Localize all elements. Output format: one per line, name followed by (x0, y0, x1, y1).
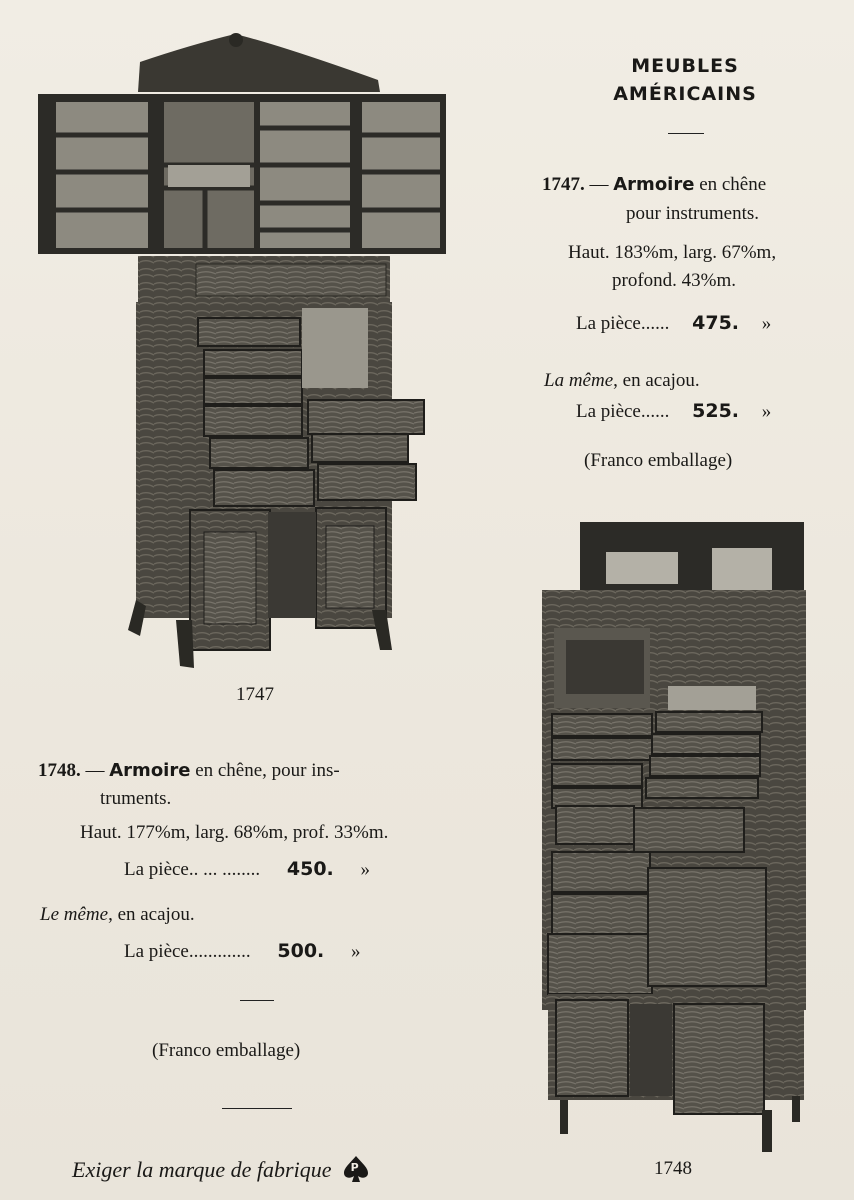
item-1748-variant-suffix: » (351, 941, 361, 962)
item-1748-dims: Haut. 177%m, larg. 68%m, prof. 33%m. (80, 822, 389, 843)
item-1747-variant-price: 525. (692, 400, 740, 422)
item-1748-variant-name: Le même (40, 904, 109, 925)
item-1747-dims-2: profond. 43%m. (612, 270, 737, 291)
item-1747-dash: — (589, 174, 609, 195)
heading-line-2: AMÉRICAINS (613, 83, 757, 105)
item-1747-variant-price-line (576, 400, 771, 423)
item-1748-variant-price-label: La pièce............. (124, 941, 251, 962)
item-1748-price-suffix: » (360, 859, 371, 880)
item-1747-price-line (576, 312, 771, 335)
item-1747-variant-line (544, 370, 700, 392)
item-1748-price-line (124, 858, 370, 881)
page-heading (580, 52, 790, 108)
item-1748-variant-price-line (124, 940, 361, 963)
trademark-line (72, 1155, 369, 1183)
item-1747-desc-line-2: pour instruments. (626, 203, 759, 224)
item-1747-variant-desc: , en acajou. (613, 370, 700, 391)
spade-logo-letter: P (350, 1161, 359, 1174)
item-1747-number: 1747. (542, 174, 585, 195)
item-1747-price-label: La pièce...... (576, 313, 670, 334)
item-1748-title-line (38, 760, 340, 782)
item-1747-variant-price-label: La pièce...... (576, 401, 670, 422)
item-1748-desc-1: en chêne, pour ins- (190, 760, 340, 781)
heading-rule (668, 133, 704, 134)
heading-line-1: MEUBLES (631, 55, 739, 77)
item-1747-dims-1: Haut. 183%m, larg. 67%m, (568, 242, 777, 263)
item-1748-dash: — (85, 760, 105, 781)
item-1747-price: 475. (692, 312, 740, 334)
item-1747-variant-suffix: » (761, 401, 772, 422)
item-1748-caption: 1748 (654, 1158, 692, 1179)
item-1747-desc-1: en chêne (694, 174, 767, 195)
item-1748-price: 450. (286, 858, 334, 880)
item-1747-franco: (Franco emballage) (584, 450, 733, 471)
item-1748-franco: (Franco emballage) (152, 1040, 301, 1061)
item-1747-caption: 1747 (236, 684, 274, 705)
item-1747-title-line (542, 174, 766, 196)
spade-logo-icon (343, 1155, 369, 1183)
item-1747-price-suffix: » (761, 313, 772, 334)
item-1748-rule (240, 1000, 274, 1001)
item-1747-variant-name: La même (544, 370, 614, 391)
item-1747-name: Armoire (613, 174, 695, 195)
item-1748-number: 1748. (38, 760, 81, 781)
item-1748-desc-line-2: truments. (100, 788, 172, 809)
item-1748-name: Armoire (109, 760, 191, 781)
item-1748-price-label: La pièce.. ... ........ (124, 859, 261, 880)
footer-rule (222, 1108, 292, 1109)
trademark-text: Exiger la marque de fabrique (72, 1157, 332, 1182)
item-1748-variant-price: 500. (277, 940, 325, 962)
item-1748-variant-line (40, 904, 195, 926)
item-1748-variant-desc: , en acajou. (108, 904, 195, 925)
